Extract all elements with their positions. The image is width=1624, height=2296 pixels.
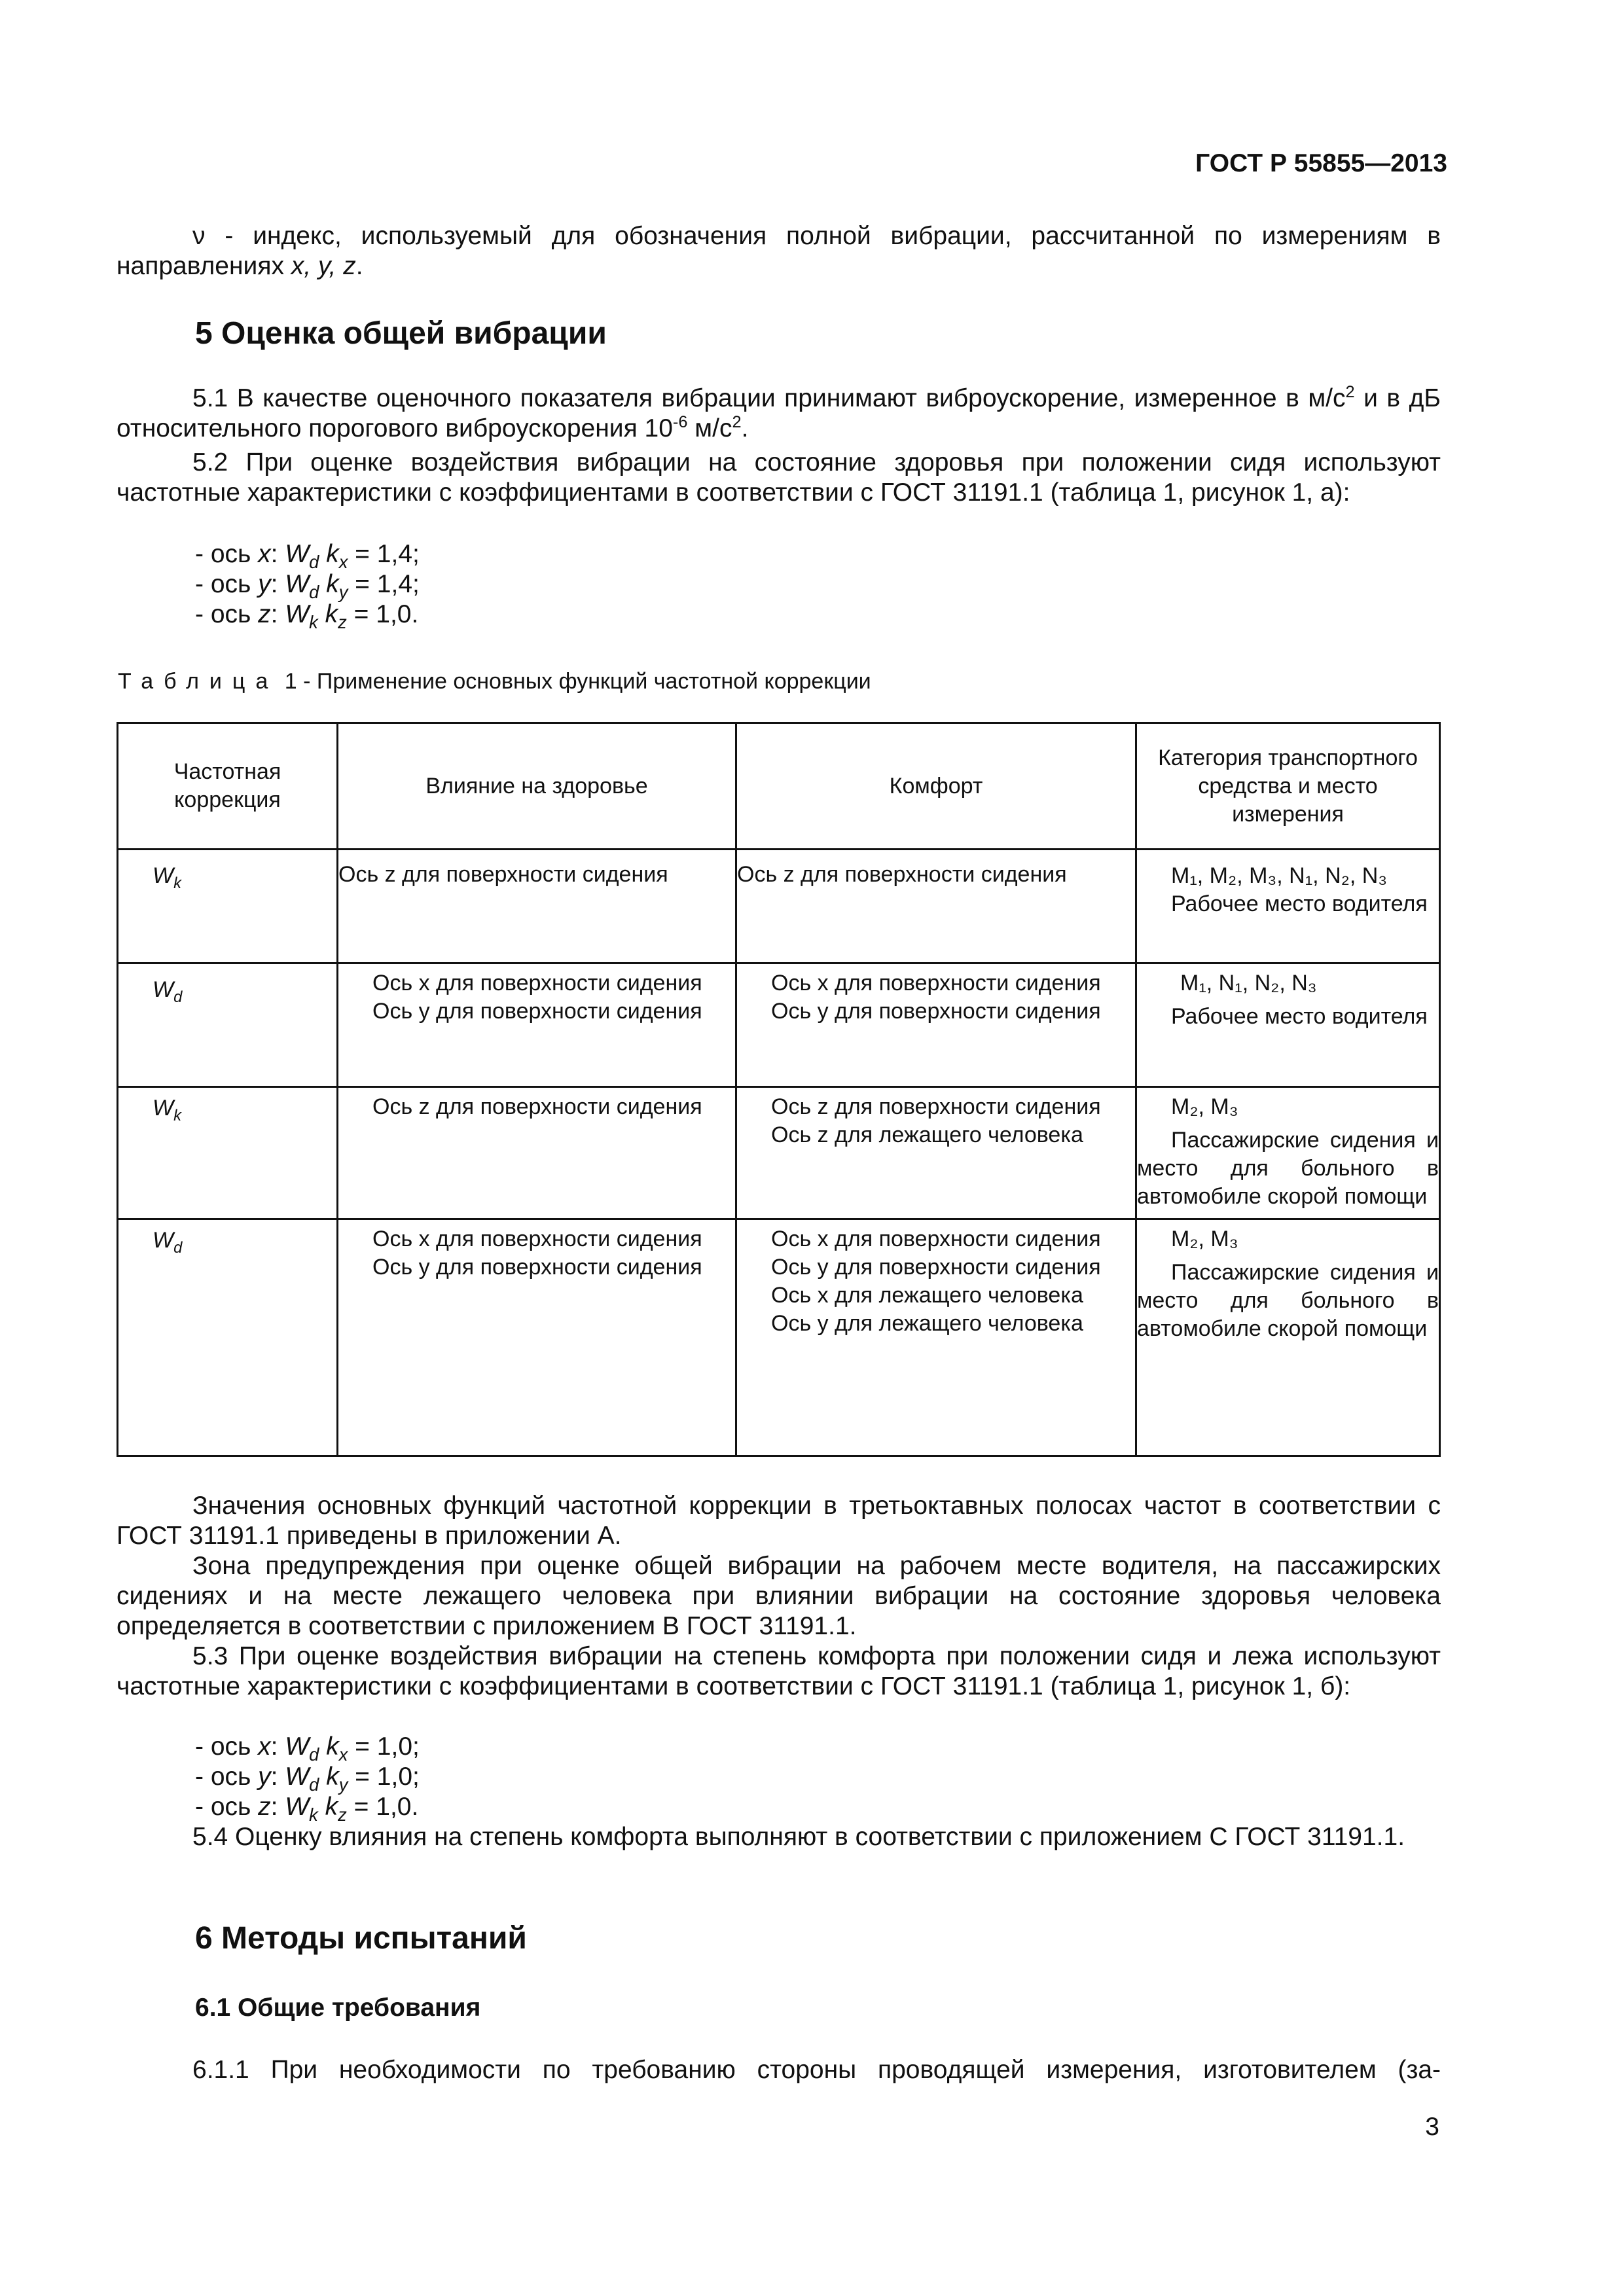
section-5-title: 5 Оценка общей вибрации [195, 316, 607, 351]
cell-health: Ось x для поверхности сидения Ось y для поверхности сидения [338, 963, 736, 1087]
cell-comfort: Ось x для поверхности сидения Ось y для поверхности сидения Ось x для лежащего человека Ось y для лежащего человека [736, 1219, 1136, 1456]
table-row [118, 850, 1440, 963]
cell-category: M₁, M₂, M₃, N₁, N₂, N₃ Рабочее место водителя [1136, 850, 1440, 963]
cell-comfort: Ось z для поверхности сидения Ось z для лежащего человека [736, 1087, 1136, 1219]
paragraph-after-table-1: Значения основных функций частотной коррекции в третьоктавных полосах частот в соответствии с ГОСТ 31191.1 приведены в приложении А. [117, 1492, 1441, 1550]
axis-line-3: - ось z: $W_k$ $k_z = 1,0$. [195, 600, 419, 632]
correction-table [117, 722, 1441, 1457]
cell-comfort: Ось z для поверхности сидения [736, 850, 1136, 963]
page-number: 3 [1425, 2113, 1439, 2141]
axis-line-5: - ось y: $W_d$ $k_y = 1,0$; [195, 1763, 420, 1795]
cell-health: Ось x для поверхности сидения Ось y для поверхности сидения [338, 1219, 736, 1456]
section-6-title: 6 Методы испытаний [195, 1921, 527, 1956]
cell-category: M₂, M₃ Пассажирские сидения и место для больного в автомобиле скорой помощи [1136, 1219, 1440, 1456]
paragraph-5-3: 5.3 При оценке воздействия вибрации на степень комфорта при положении сидя и лежа используют частотные характеристики с коэффициентами в соответствии с ГОСТ 31191.1 (таблица 1, рисунок 1, б): [117, 1642, 1441, 1700]
paragraph-5-1: 5.1 В качестве оценочного показателя вибрации принимают виброускорение, измеренное в $м/с^2$ и в дБ относительного порогового виброускорения $10^{-6}$ $м/с^2$. [117, 383, 1441, 442]
paragraph-6-1-1: 6.1.1 При необходимости по требованию стороны проводящей измерения, изготовителем (за- [192, 2056, 1441, 2084]
cell-code: $W_d$ [118, 963, 338, 1087]
axis-line-6: - ось z: $W_k$ $k_z = 1,0$. [195, 1793, 419, 1825]
table-row [118, 963, 1440, 1087]
cell-category: M₂, M₃ Пассажирские сидения и место для больного в автомобиле скорой помощи [1136, 1087, 1440, 1219]
header-comfort: Комфорт [736, 723, 1136, 850]
cell-category: M₁, N₁, N₂, N₃ Рабочее место водителя [1136, 963, 1440, 1087]
axis-line-2: - ось y: $W_d$ $k_y = 1,4$; [195, 570, 420, 602]
cell-comfort: Ось x для поверхности сидения Ось y для поверхности сидения [736, 963, 1136, 1087]
cell-code: $W_d$ [118, 1219, 338, 1456]
paragraph-after-table-2: Зона предупреждения при оценке общей вибрации на рабочем месте водителя, на пассажирских сидениях и на месте лежащего человека при влиянии вибрации на состояние здоровья человека определяется в соответствии с приложением В ГОСТ 31191.1. [117, 1552, 1441, 1640]
cell-health: Ось z для поверхности сидения [338, 1087, 736, 1219]
nu-symbol: ν [192, 222, 206, 250]
header-correction: Частотная коррекция [118, 723, 338, 850]
table-row [118, 1219, 1440, 1456]
table-caption: Таблица 1 - Применение основных функций частотной коррекции [118, 669, 871, 694]
header-category: Категория транспортного средства и место измерения [1136, 723, 1440, 850]
paragraph-5-4: 5.4 Оценку влияния на степень комфорта выполняют в соответствии с приложением С ГОСТ 31191.1. [192, 1823, 1405, 1851]
intro-paragraph: ν - индекс, используемый для обозначения полной вибрации, рассчитанной по измерениям в направлениях x, y, z. [117, 222, 1441, 280]
table-row [118, 1087, 1440, 1219]
document-header: ГОСТ Р 55855—2013 [1195, 149, 1447, 177]
header-health: Влияние на здоровье [338, 723, 736, 850]
axis-line-4: - ось x: $W_d$ $k_x = 1,0$; [195, 1732, 420, 1765]
subsection-6-1-title: 6.1 Общие требования [195, 1994, 481, 2022]
paragraph-5-2: 5.2 При оценке воздействия вибрации на состояние здоровья при положении сидя используют частотные характеристики с коэффициентами в соответствии с ГОСТ 31191.1 (таблица 1, рисунок 1, а): [117, 448, 1441, 507]
cell-code: $W_k$ [118, 850, 338, 963]
cell-health: Ось z для поверхности сидения [338, 850, 736, 963]
axis-line-1: - ось x: $W_d$ $k_x = 1,4$; [195, 540, 420, 572]
cell-code: $W_k$ [118, 1087, 338, 1219]
table-header-row [118, 723, 1440, 850]
